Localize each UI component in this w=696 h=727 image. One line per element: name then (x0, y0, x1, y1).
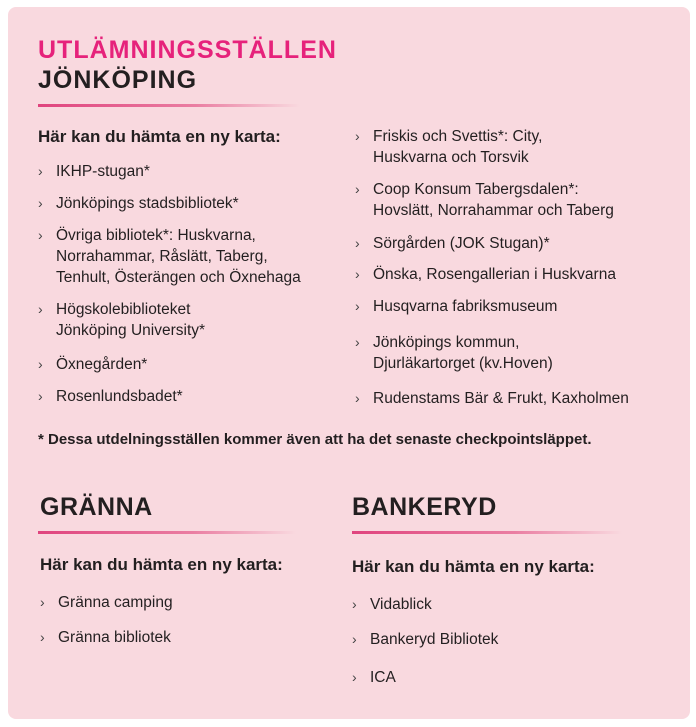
chevron-right-icon: › (38, 356, 43, 372)
list-item-text: Jönköpings kommun, (373, 334, 520, 351)
list-item-text: Rosenlundsbadet* (56, 388, 183, 405)
list-item-text: Gränna camping (58, 594, 173, 611)
list-item-text: Bankeryd Bibliotek (370, 631, 499, 648)
list-item-text: Hovslätt, Norrahammar och Taberg (373, 202, 614, 219)
page-title: UTLÄMNINGSSTÄLLEN (38, 36, 337, 64)
chevron-right-icon: › (352, 631, 357, 647)
chevron-right-icon: › (355, 334, 360, 350)
list-item-text: Högskolebiblioteket (56, 301, 191, 318)
list-item-text: Jönköpings stadsbibliotek* (56, 195, 239, 212)
list-item-text: Jönköping University* (56, 322, 206, 339)
list-item-text: IKHP-stugan* (56, 163, 150, 180)
bankeryd-underline (352, 531, 622, 534)
list-item-text: Tenhult, Österängen och Öxnehaga (56, 269, 301, 286)
list-item-text: Husqvarna fabriksmuseum (373, 298, 558, 315)
chevron-right-icon: › (40, 594, 45, 610)
title-underline (38, 104, 300, 107)
list-item-text: Övriga bibliotek*: Huskvarna, (56, 227, 256, 244)
chevron-right-icon: › (38, 388, 43, 404)
subhead-granna: Här kan du hämta en ny karta: (40, 555, 283, 574)
chevron-right-icon: › (355, 266, 360, 282)
granna-underline (38, 531, 296, 534)
list-item-text: ICA (370, 669, 396, 686)
list-item-text: Friskis och Svettis*: City, (373, 128, 543, 145)
chevron-right-icon: › (38, 163, 43, 179)
chevron-right-icon: › (38, 301, 43, 317)
list-item-text: Djurläkartorget (kv.Hoven) (373, 355, 553, 372)
chevron-right-icon: › (352, 596, 357, 612)
section-title-bankeryd: BANKERYD (352, 493, 497, 521)
list-item-text: Norrahammar, Råslätt, Taberg, (56, 248, 268, 265)
chevron-right-icon: › (40, 629, 45, 645)
subhead-jonkoping: Här kan du hämta en ny karta: (38, 127, 281, 146)
chevron-right-icon: › (355, 128, 360, 144)
chevron-right-icon: › (355, 298, 360, 314)
section-title-jonkoping: JÖNKÖPING (38, 66, 198, 94)
list-item-text: Sörgården (JOK Stugan)* (373, 235, 550, 252)
chevron-right-icon: › (38, 195, 43, 211)
subhead-bankeryd: Här kan du hämta en ny karta: (352, 557, 595, 576)
list-item-text: Önska, Rosengallerian i Huskvarna (373, 266, 616, 283)
chevron-right-icon: › (355, 390, 360, 406)
chevron-right-icon: › (352, 669, 357, 685)
list-item-text: Vidablick (370, 596, 432, 613)
list-item-text: Gränna bibliotek (58, 629, 171, 646)
chevron-right-icon: › (38, 227, 43, 243)
chevron-right-icon: › (355, 235, 360, 251)
list-item-text: Huskvarna och Torsvik (373, 149, 529, 166)
chevron-right-icon: › (355, 181, 360, 197)
list-item-text: Rudenstams Bär & Frukt, Kaxholmen (373, 390, 629, 407)
footnote: * Dessa utdelningsställen kommer även att ha det senaste checkpointsläppet. (38, 431, 592, 448)
list-item-text: Öxnegården* (56, 356, 148, 373)
section-title-granna: GRÄNNA (40, 493, 153, 521)
list-item-text: Coop Konsum Tabergsdalen*: (373, 181, 579, 198)
